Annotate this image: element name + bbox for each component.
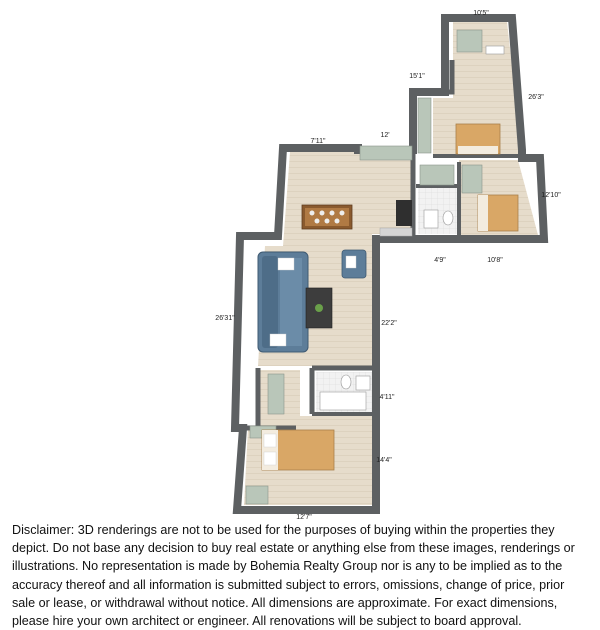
closet	[418, 98, 431, 153]
dim-living-right: 22'2"	[381, 320, 397, 327]
dim-living-left: 26'31"	[215, 315, 235, 322]
dim-right-wing-height: 12'10"	[541, 192, 561, 199]
dim-bottom-width: 12'7"	[296, 514, 312, 520]
vanity	[424, 210, 438, 228]
toilet	[443, 211, 453, 225]
closet	[462, 165, 482, 193]
sofa	[258, 252, 308, 352]
vanity	[486, 46, 504, 54]
bed	[478, 195, 518, 231]
dining-table	[302, 205, 352, 229]
dim-top-right-width: 10'5"	[473, 10, 489, 17]
bed	[262, 430, 334, 470]
bed	[456, 124, 500, 154]
bathtub	[320, 392, 366, 410]
dim-bath-width: 4'9"	[434, 257, 446, 264]
closet	[268, 374, 284, 414]
stove	[396, 200, 412, 226]
armchair	[342, 250, 366, 278]
vanity	[356, 376, 370, 390]
dim-bath2-right: 4'11"	[379, 394, 395, 401]
dim-bedroom1-right: 26'3"	[528, 94, 544, 101]
closet	[360, 146, 412, 160]
disclaimer-text: Disclaimer: 3D renderings are not to be used for the purposes of buying within the properties they depict. Do not base any decision to buy real estate or anything else from these images, renderings or illustrations. No representation is made by Bohemia Realty Group nor is any to be implied as to the accuracy thereof and all information is submitted subject to errors, omissions, change of price, prior sale or lease, or withdrawal without notice. All dimensions are approximate. For exact dimensions, please hire your own architect or engineer. All renovations will be subject to board approval.	[12, 523, 575, 629]
dim-bedroom1-depth: 15'1"	[409, 73, 425, 80]
dim-living-top-right: 12'	[380, 132, 390, 139]
dim-bedroom3-right: 14'4"	[376, 457, 392, 464]
coffee-table	[306, 288, 332, 328]
dim-bedroom2-width: 10'8"	[487, 257, 503, 264]
toilet	[341, 375, 351, 389]
closet	[246, 486, 268, 504]
kitchen-counter	[380, 228, 412, 236]
dim-living-top-left: 7'11"	[310, 138, 326, 145]
closet	[457, 30, 482, 52]
closet	[420, 165, 454, 185]
